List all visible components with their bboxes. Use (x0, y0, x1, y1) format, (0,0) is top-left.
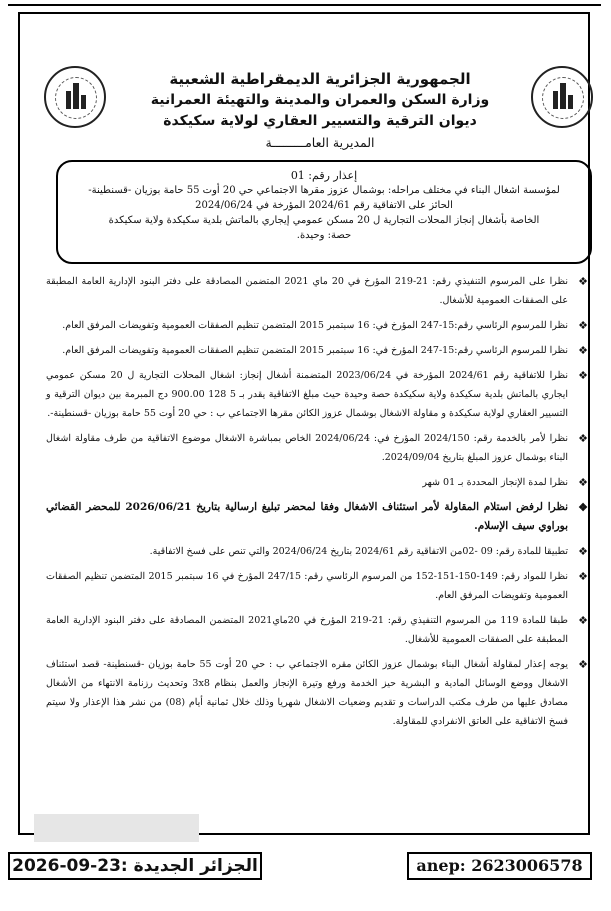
diamond-bullet-icon: ❖ (578, 369, 588, 382)
diamond-bullet-icon: ❖ (578, 545, 588, 558)
newspaper-page (8, 4, 601, 897)
consideration-item (46, 429, 588, 467)
diamond-bullet-icon: ❖ (578, 344, 588, 357)
notice-frame (18, 12, 590, 835)
opgi-seal-left-icon (44, 66, 106, 128)
consideration-item (46, 498, 588, 536)
consideration-item (46, 366, 588, 423)
gray-patch (34, 814, 199, 842)
notice-line: لمؤسسة اشغال البناء في مختلف مراحله: بوشمال عزوز مقرها الاجتماعي حي 20 أوت 55 حامة بوزيان -قسنطينة- (88, 185, 560, 196)
notice-line: حصة: وحيدة. (296, 230, 352, 241)
opgi-seal-right-icon (531, 66, 593, 128)
diamond-bullet-icon: ❖ (578, 319, 588, 332)
office-title: ديوان الترقية والتسيير العقاري لولاية سكيكدة (163, 113, 477, 129)
diamond-bullet-icon: ❖ (578, 476, 588, 489)
anep-reference: anep: 2623006578 (407, 852, 592, 880)
consideration-item (46, 655, 588, 731)
consideration-item (46, 341, 588, 360)
top-rule (8, 4, 601, 6)
ministry-title: وزارة السكن والعمران والمدينة والتهيئة العمرانية (150, 92, 490, 108)
consideration-text: نظرا للمرسوم الرئاسي رقم:15-247 المؤرخ في: 16 سبتمبر 2015 المتضمن تنظيم الصفقات العمومية وتفويضات المرفق العام. (62, 320, 568, 331)
consideration-item (46, 473, 588, 492)
consideration-text: نظرا للمواد رقم: 149-150-151-152 من المرسوم الرئاسي رقم: 247/15 المؤرخ في 16 سبتمبر 2015 المتضمن تنظيم الصفقات العمومية وتفويضات المرفق العام. (46, 571, 568, 601)
diamond-bullet-icon: ❖ (578, 501, 588, 514)
diamond-bullet-icon: ❖ (578, 570, 588, 583)
directorate-title: المديرية العامـــــــــة (265, 135, 375, 150)
consideration-text: طبقا للمادة 119 من المرسوم التنفيذي رقم: 21-219 المؤرخ في 20ماي2021 المتضمن المصادقة على دفتر البنود الإدارية العامة المطبقة على الصفقات العمومية للأشغال. (46, 615, 568, 645)
notice-box (56, 160, 592, 264)
considerations-list (46, 272, 588, 731)
consideration-text: نظرا للاتفاقية رقم 2024/61 المؤرخة في 2023/06/24 المتضمنة أشغال إنجاز: اشغال المحلات التجارية ل 20 مسكن عمومي ايجاري بالماتش بلدية سكيكدة ولاية سكيكدة حصة وحيدة حيث مبلغ الاتفاقية يقدر بـ 5 128 900.00 دج المبرمة بين ديوان الترقية و التسيير العقاري لولاية سكيكدة و مقاولة الاشغال بوشمال عزوز الكائن مقرها الاجتماعي ب : حي 20 أوت 55 حامة بوزيان -قسنطينة-. (46, 370, 569, 419)
diamond-bullet-icon: ❖ (578, 275, 588, 288)
consideration-item (46, 567, 588, 605)
consideration-item (46, 316, 588, 335)
consideration-item (46, 542, 588, 561)
consideration-text: نظرا لمدة الإنجاز المحددة بـ 01 شهر (422, 477, 568, 488)
diamond-bullet-icon: ❖ (578, 658, 588, 671)
consideration-text: يوجه إعذار لمقاولة أشغال البناء بوشمال عزوز الكائن مقره الاجتماعي ب : حي 20 أوت 55 حامة بوزيان -قسنطينة- قصد استئناف الاشغال ووضع الوسائل المادية و البشرية حيز الخدمة ورفع وتيرة الإنجاز والعمل بنظام 3x8 وتحديث رزنامة الانتهاء من الأشغال مصادق عليها من طرف مكتب الدراسات و تقديم وضعيات الاشغال شهريا وذلك خلال ثمانية أيام (08) من نشر هذا الإعذار ولا سيتم فسخ الاتفاقية على العاتق الانفرادي للمقاولة. (46, 659, 568, 727)
diamond-bullet-icon: ❖ (578, 432, 588, 445)
consideration-text: نظرا لرفض استلام المقاولة لأمر استئناف الاشغال وفقا لمحضر تبليغ ارسالية بتاريخ 2026/06/21 للمحضر القضائي بوراوي سيف الإسلام. (46, 501, 568, 532)
consideration-item (46, 611, 588, 649)
consideration-text: تطبيقا للمادة رقم: 09 -02من الاتفاقية رقم 2024/61 بتاريخ 2024/06/24 والتي تنص على فسخ الاتفاقية. (149, 546, 568, 557)
diamond-bullet-icon: ❖ (578, 614, 588, 627)
consideration-text: نظرا على المرسوم التنفيذي رقم: 21-219 المؤرخ في 20 ماي 2021 المتضمن المصادقة على دفتر البنود الإدارية العامة المطبقة على الصفقات العمومية للأشغال. (46, 276, 568, 306)
notice-title: إعذار رقم: 01 (290, 169, 358, 182)
publication-date: الجزائر الجديدة :23-09-2026 (8, 852, 262, 880)
republic-title: الجمهورية الجزائرية الديمقراطية الشعبية (169, 70, 471, 88)
consideration-text: نظرا للمرسوم الرئاسي رقم:15-247 المؤرخ في: 16 سبتمبر 2015 المتضمن تنظيم الصفقات العمومية وتفويضات المرفق العام. (62, 345, 568, 356)
consideration-item (46, 272, 588, 310)
notice-line: الحائز على الاتفاقية رقم 2024/61 المؤرخة في 2024/06/24 (195, 200, 453, 211)
notice-line: الخاصة بأشغال إنجاز المحلات التجارية ل 20 مسكن عمومي إيجاري بالماتش بلدية سكيكدة ولاية سكيكدة (108, 215, 540, 226)
consideration-text: نظرا لأمر بالخدمة رقم: 2024/150 المؤرخ في: 2024/06/24 الخاص بمباشرة الاشغال موضوع الاتفاقية من طرف مقاولة اشغال البناء بوشمال عزوز المبلغ بتاريخ 2024/09/04. (46, 433, 568, 463)
